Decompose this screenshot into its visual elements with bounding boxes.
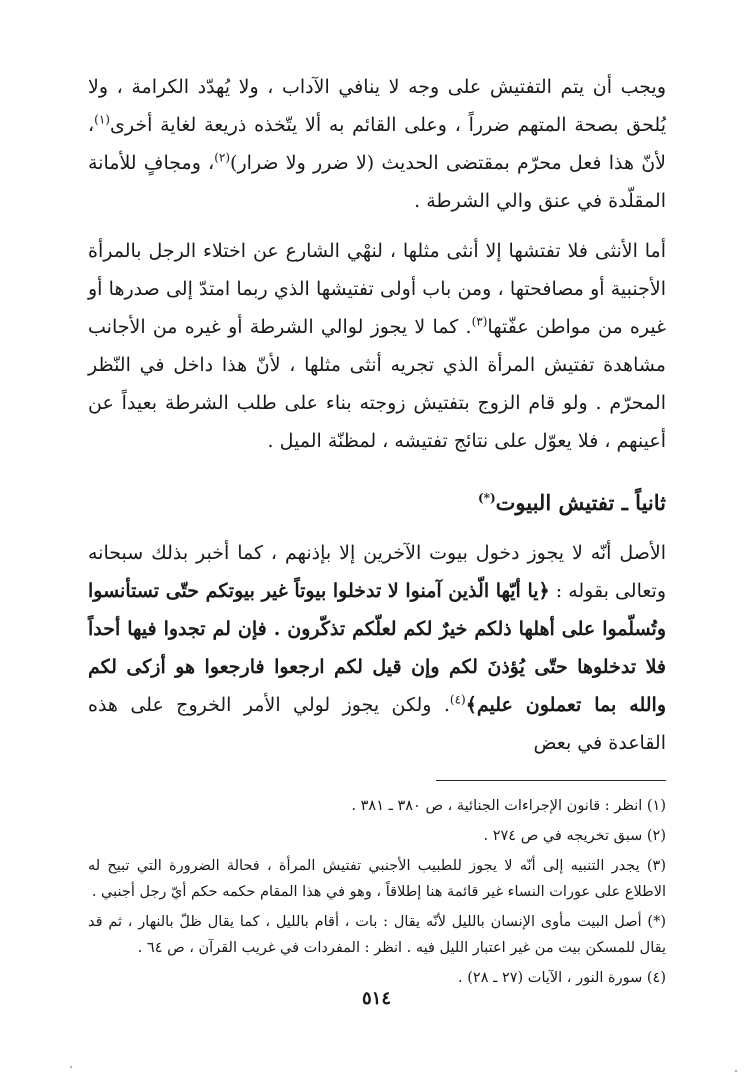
scan-speck (70, 1066, 72, 1068)
paragraph-1-text-b: ، لأنّ هذا فعل محرّم بمقتضى الحديث (لا ضرر ولا ضرار) (88, 114, 666, 174)
footnote-3: (٣) يجدر التنبيه إلى أنّه لا يجوز للطبيب الأجنبي تفتيش المرأة ، فحالة الضرورة التي تبيح له الاطلاع على عورات النساء غير قائمة هنا إطلاقاً ، وهو في هذا المقام حكمه حكم أيّ رجل أجنبي . (88, 858, 666, 900)
paragraph-1 (88, 68, 666, 220)
paragraph-1-text: ويجب أن يتم التفتيش على وجه لا ينافي الآداب ، ولا يُهدّد الكرامة ، ولا يُلحق بصحة المتهم ضرراً ، وعلى القائم به ألا يتّخذه ذريعة لغاية أخرى (88, 76, 666, 136)
paragraph-2-text: أما الأنثى فلا تفتشها إلا أنثى مثلها ، لنهْي الشارع عن اختلاء الرجل بالمرأة الأجنبية أو مصافحتها ، ومن باب أولى تفتيشها الذي ربما امتدّ إلى صدرها أو غيره من مواطن عفّتها (88, 240, 666, 338)
footnote-ref-star: (*) (478, 491, 496, 505)
page-body (88, 68, 666, 991)
section-heading (88, 486, 666, 520)
paragraph-3-text-b: . ولكن يجوز لولي الأمر الخروج على هذه القاعدة في بعض (88, 694, 666, 754)
footnote-ref-1: (١) (94, 112, 110, 127)
section-heading-text: ثانياً ـ تفتيش البيوت (495, 490, 666, 515)
paragraph-1-text-c: ، ومجافٍ للأمانة المقلّدة في عنق والي الشرطة . (88, 152, 666, 212)
footnote-star: (*) أصل البيت مأوى الإنسان بالليل لأنّه يقال : بات ، أقام بالليل ، كما يقال ظلّ بالنهار ، ثم قد يقال للمسكن بيت من غير اعتبار الليل فيه . انظر : المفردات في غريب القرآن ، ص ٦٤ . (88, 914, 666, 956)
footnote-ref-2: (٢) (214, 150, 231, 165)
paragraph-3 (88, 534, 666, 762)
scan-speck (735, 1070, 737, 1072)
quran-verse: ﴿يا أيّها الّذين آمنوا لا تدخلوا بيوتاً غير بيوتكم حتّى تستأنسوا وتُسلّموا على أهلها ذلكم خيرٌ لكم لعلّكم تذكّرون . فإن لم تجدوا فيها أحداً فلا تدخلوها حتّى يُؤذنَ لكم وإن قيل لكم ارجعوا فارجعوا هو أزكى لكم والله بما تعملون عليم﴾ (88, 580, 666, 716)
footnote-1: (١) انظر : قانون الإجراءات الجنائية ، ص ٣٨٠ ـ ٣٨١ . (351, 798, 666, 814)
page-number: ٥١٤ (361, 988, 391, 1009)
paragraph-3-text: الأصل أنّه لا يجوز دخول بيوت الآخرين إلا بإذنهم ، كما أخبر بذلك سبحانه وتعالى بقوله : (88, 542, 666, 602)
footnote-divider (436, 780, 666, 781)
footnote-4: (٤) سورة النور ، الآيات (٢٧ ـ ٢٨) . (458, 970, 666, 986)
paragraph-2-text-b: . كما لا يجوز لوالي الشرطة أو غيره من الأجانب مشاهدة تفتيش المرأة الذي تجريه أنثى مثلها ، لأنّ هذا داخل في النّظر المحرّم . ولو قام الزوج بتفتيش زوجته بناء على طلب الشرطة بعيداً عن أعينهم ، فلا يعوّل على نتائج تفتيشه ، لمظنّة الميل . (88, 316, 666, 452)
footnotes (88, 793, 666, 991)
footnote-2: (٢) سبق تخريجه في ص ٢٧٤ . (483, 828, 666, 844)
footnote-ref-4: (٤) (449, 692, 466, 707)
paragraph-2 (88, 232, 666, 460)
footnote-ref-3: (٣) (471, 314, 488, 329)
